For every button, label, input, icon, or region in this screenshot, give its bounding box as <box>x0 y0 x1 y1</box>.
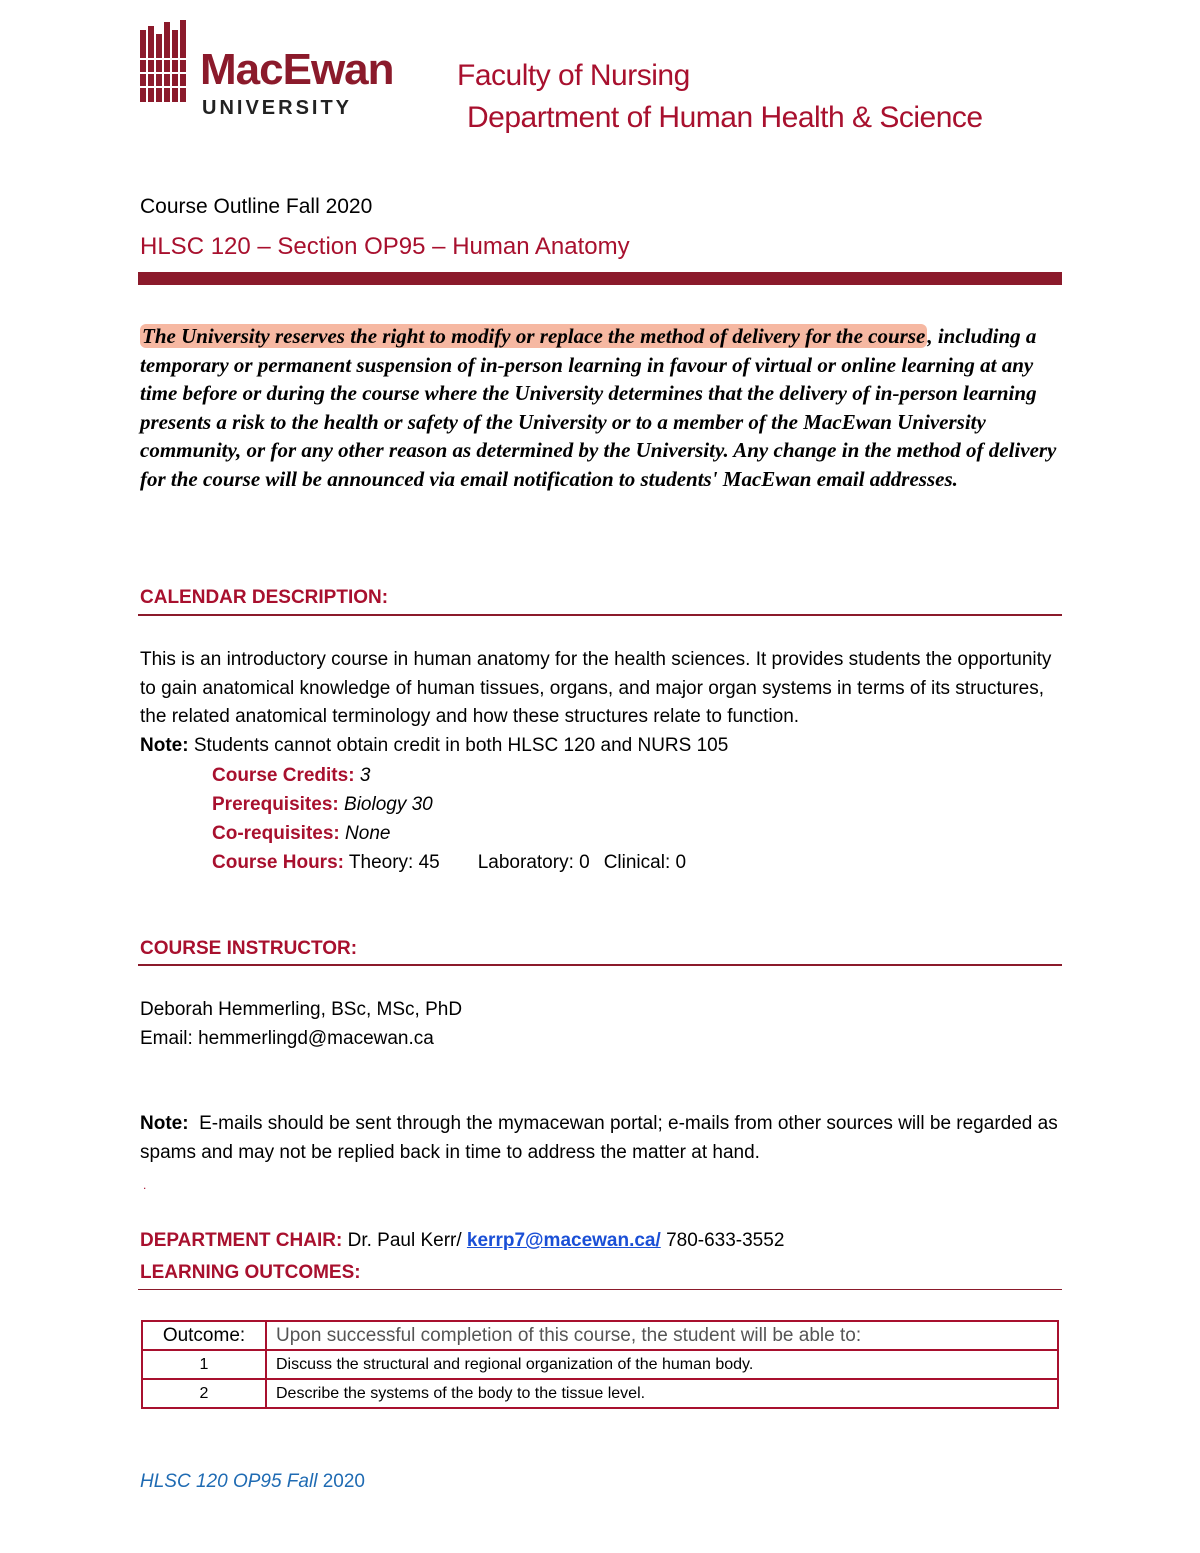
stray-mark: . <box>143 1178 147 1192</box>
table-row <box>142 1379 1058 1408</box>
outline-title: Course Outline Fall 2020 <box>140 195 373 218</box>
outcome-col-label: Outcome: <box>142 1321 266 1350</box>
outcome-text: Describe the systems of the body to the tissue level. <box>266 1379 1058 1408</box>
course-title: HLSC 120 – Section OP95 – Human Anatomy <box>140 233 630 260</box>
credits-label: Course Credits: <box>212 764 355 786</box>
outcome-num: 2 <box>142 1379 266 1408</box>
hours-theory: Theory: 45 <box>348 851 440 873</box>
outcomes-table <box>141 1320 1059 1409</box>
calendar-note-label: Note: <box>140 735 189 757</box>
macewan-logo-icon <box>140 20 190 102</box>
hours-label: Course Hours: <box>212 851 344 873</box>
department-chair <box>140 1230 784 1253</box>
table-header-row <box>142 1321 1058 1350</box>
outcomes-heading: LEARNING OUTCOMES: <box>140 1262 361 1283</box>
outcomes-rule <box>138 1289 1062 1290</box>
logo-subtitle: UNIVERSITY <box>202 97 353 119</box>
instructor-block <box>140 996 462 1053</box>
prereq-row <box>212 790 1060 819</box>
chair-email-link[interactable]: kerrp7@macewan.ca/ <box>466 1230 661 1251</box>
department-title: Department of Human Health & Science <box>467 101 983 134</box>
calendar-description <box>140 646 1060 877</box>
footer-course: HLSC 120 OP95 Fall <box>140 1471 318 1492</box>
coreq-value: None <box>345 822 391 844</box>
outcome-col-text: Upon successful completion of this course, the student will be able to: <box>266 1321 1058 1350</box>
outcome-text: Discuss the structural and regional organization of the human body. <box>266 1350 1058 1379</box>
page-footer <box>140 1471 365 1493</box>
chair-phone: 780-633-3552 <box>666 1230 785 1251</box>
table-row <box>142 1350 1058 1379</box>
chair-name: Dr. Paul Kerr/ <box>347 1230 462 1251</box>
logo-wordmark: MacEwan <box>200 45 394 94</box>
chair-label: DEPARTMENT CHAIR: <box>140 1230 343 1251</box>
calendar-heading: CALENDAR DESCRIPTION: <box>140 587 389 608</box>
hours-clinical: Clinical: 0 <box>603 851 687 873</box>
credits-row <box>212 761 1060 790</box>
course-details <box>140 761 1060 877</box>
email-note-text: E-mails should be sent through the mymacewan portal; e-mails from other sources will be regarded as spams and may not be replied back in time to address the matter at hand. <box>140 1113 1058 1163</box>
email-note <box>140 1110 1065 1167</box>
outcome-num: 1 <box>142 1350 266 1379</box>
hours-row <box>212 848 1060 877</box>
calendar-text: This is an introductory course in human anatomy for the health sciences. It provides students the opportunity to gain anatomical knowledge of human tissues, organs, and major organ systems in terms of its structures, the related anatomical terminology and how these structures relate to function. <box>140 649 1052 728</box>
disclaimer-text: , including a temporary or permanent suspension of in-person learning in favour of virtual or online learning at any time before or during the course where the University determines that the delivery of in-person learning presents a risk to the health or safety of the University or to a member of the MacEwan University community, or for any other reason as determined by the University. Any change in the method of delivery for the course will be announced via email notification to students' MacEwan email addresses. <box>140 324 1057 491</box>
instructor-name: Deborah Hemmerling, BSc, MSc, PhD <box>140 999 463 1020</box>
delivery-disclaimer <box>140 322 1060 494</box>
instructor-email: Email: hemmerlingd@macewan.ca <box>140 1027 434 1049</box>
email-note-label: Note: <box>140 1113 189 1134</box>
instructor-heading: COURSE INSTRUCTOR: <box>140 938 358 959</box>
instructor-rule <box>138 964 1062 966</box>
disclaimer-highlight: The University reserves the right to modify or replace the method of delivery for the course <box>142 324 926 348</box>
coreq-row <box>212 819 1060 848</box>
footer-year: 2020 <box>322 1471 365 1492</box>
calendar-rule <box>138 614 1062 616</box>
faculty-title: Faculty of Nursing <box>457 59 690 92</box>
calendar-note-text: Students cannot obtain credit in both HLSC 120 and NURS 105 <box>193 735 729 757</box>
coreq-label: Co-requisites: <box>212 822 340 844</box>
prereq-value: Biology 30 <box>344 793 433 815</box>
calendar-note <box>140 732 1060 761</box>
title-divider-bar <box>138 272 1062 285</box>
hours-lab: Laboratory: 0 <box>477 851 590 873</box>
credits-value: 3 <box>359 764 371 786</box>
prereq-label: Prerequisites: <box>212 793 339 815</box>
